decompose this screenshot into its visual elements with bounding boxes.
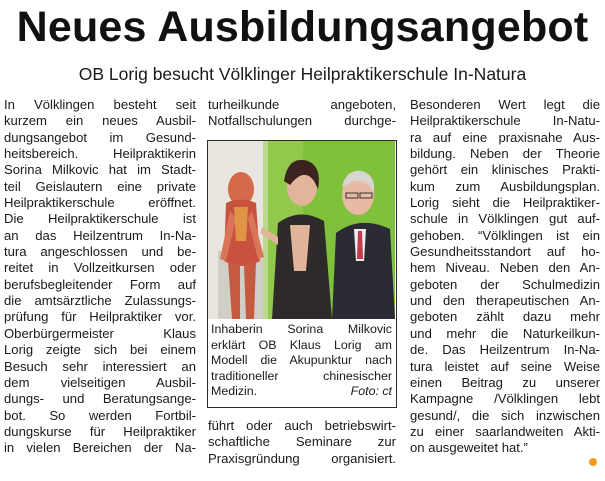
caption-line: Modell die Akupunktur nach — [211, 353, 392, 368]
text-line: bildung. Neben der Theorie — [410, 146, 600, 162]
text-line: heitsbereich. Heilpraktikerin — [4, 146, 196, 162]
text-line: zu einer saarlandweiten Akti- — [410, 423, 600, 439]
article-subheadline: OB Lorig besucht Völklinger Heilpraktikerschule In-Natura — [78, 64, 527, 84]
text-line: in vielen Bereichen der Na- — [4, 440, 196, 456]
text-line: dungskurse für Heilpraktiker — [4, 423, 196, 439]
article-photo — [208, 141, 395, 319]
text-line: Sorina Milkovic hat im Stadt- — [4, 162, 196, 178]
text-line: und mehr die Naturkeilkun- — [410, 325, 600, 341]
text-line: die amtsärztliche Zulassungs- — [4, 293, 196, 309]
text-line: Praxisgründung organisiert. — [208, 450, 396, 466]
text-line: de. Das Heilzentrum In-Na- — [410, 342, 600, 358]
text-line: Heilpraktikerschule eröffnet. — [4, 195, 196, 211]
text-line: führt oder auch betriebswirt- — [208, 418, 396, 433]
text-line: ra auf eine praxisnahe Aus- — [410, 129, 600, 145]
photo-caption — [211, 322, 392, 400]
text-line: gehoben. “Völklingen ist ein — [410, 227, 600, 243]
text-line: an das Heilzentrum In-Na- — [4, 227, 196, 243]
text-line: reitet in Vollzeitkursen oder — [4, 260, 196, 276]
text-line: In Völklingen besteht seit — [4, 97, 196, 112]
text-line: berufsbegleitender Form auf — [4, 276, 196, 292]
text-line: kum zum Ausbildungsplan. — [410, 178, 600, 194]
caption-line-last — [211, 384, 392, 400]
photo-illustration — [208, 141, 395, 319]
text-line: Heilpraktikerschule In-Natu- — [410, 113, 600, 129]
text-line: dungsangebot im Gesund- — [4, 129, 196, 145]
text-line: kurzem ein neues Ausbil- — [4, 113, 196, 129]
text-line: Kampagne /Völklingen lebt — [410, 391, 600, 407]
text-line: tura angeschlossen und be- — [4, 244, 196, 260]
caption-line: erklärt OB Klaus Lorig am — [211, 337, 392, 352]
text-line: schaftliche Seminare zur — [208, 434, 396, 450]
article-headline: Neues Ausbildungsangebot — [16, 3, 589, 51]
caption-line: Inhaberin Sorina Milkovic — [211, 322, 392, 336]
article-photo-box — [207, 140, 397, 408]
text-line: Lorig zeigte sich bei einem — [4, 342, 196, 358]
text-line: teil Geislautern eine private — [4, 178, 196, 194]
text-line: Lorig sieht die Heilpraktiker- — [410, 195, 600, 211]
article-column-1 — [4, 97, 196, 457]
photo-credit: Foto: ct — [350, 384, 392, 399]
column-2-bottom-text — [208, 418, 396, 467]
text-line: Die Heilpraktikerschule ist — [4, 211, 196, 227]
text-line: dem vielseitigen Ausbil- — [4, 374, 196, 390]
caption-last-text: Medizin. — [211, 384, 258, 399]
text-line: turheilkunde angeboten, — [208, 97, 396, 112]
text-line: Besuch sehr interessiert an — [4, 358, 196, 374]
text-line: Notfallschulungen durchge- — [208, 113, 396, 129]
text-line: gesund/, die sich inzwischen — [410, 407, 600, 423]
text-line: Gesundheitsstandort auf ho- — [410, 244, 600, 260]
text-line: bot. So werden Fortbil- — [4, 407, 196, 423]
column-2-top-text — [208, 97, 396, 130]
text-line: geboten der Schulmedizin — [410, 276, 600, 292]
article-end-marker — [589, 458, 597, 466]
text-line: prüfung für Heilpraktiker vor. — [4, 309, 196, 325]
text-line: und den therapeutischen An- — [410, 293, 600, 309]
text-line: Oberbürgermeister Klaus — [4, 325, 196, 341]
text-line: geboten zählt dazu mehr — [410, 309, 600, 325]
text-line: dungs- und Beratungsange- — [4, 391, 196, 407]
article-column-3 — [410, 97, 600, 457]
text-line: tura leistet auf seine Weise — [410, 358, 600, 374]
text-line: Besonderen Wert legt die — [410, 97, 600, 112]
text-line: schule in Völklingen gut auf- — [410, 211, 600, 227]
text-line: on ausgeweitet hat.” — [410, 440, 528, 456]
text-line: gehört ein klinisches Prakti- — [410, 162, 600, 178]
text-line: hem Niveau. Neben den An- — [410, 260, 600, 276]
caption-line: traditioneller chinesischer — [211, 368, 392, 383]
text-line: einen Beitrag zu unserer — [410, 374, 600, 390]
